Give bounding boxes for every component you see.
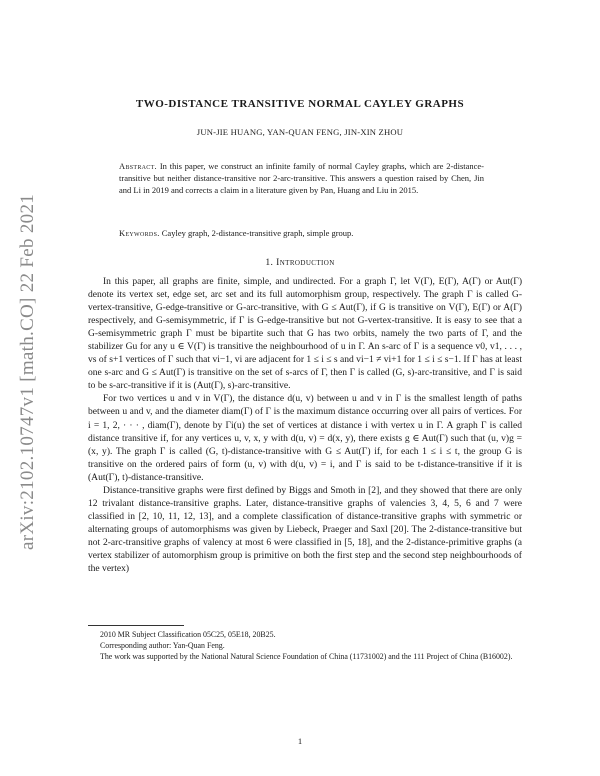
footnotes <box>88 629 522 662</box>
section-heading: 1. Introduction <box>265 257 335 268</box>
arxiv-stamp <box>8 182 48 562</box>
keywords-text: Cayley graph, 2-distance-transitive graph, simple group. <box>161 228 354 238</box>
abstract <box>119 160 484 197</box>
paragraph: For two vertices u and v in V(Γ), the distance d(u, v) between u and v in Γ is the smallest length of paths between u and v, and the diameter diam(Γ) of Γ is the maximum distance occurring over all pairs of vertices. For i = 1, 2, · · · , diam(Γ), denote by Γi(u) the set of vertices at distance i with vertex u in Γ. A graph Γ is called distance transitive if, for any vertices u, v, x, y with d(u, v) = d(x, y), there exists g ∈ Aut(Γ) such that (u, v)g = (x, y). The graph Γ is called (G, t)-distance-transitive with G ≤ Aut(Γ) if, for each 1 ≤ i ≤ t, the group G is transitive on the ordered pairs of form (u, v) with d(u, v) = i, and Γ is said to be t-distance-transitive if it is (Aut(Γ), t)-distance-transitive. <box>88 393 522 483</box>
footnote: 2010 MR Subject Classification 05C25, 05E18, 20B25. <box>100 630 276 639</box>
paper-title: TWO-DISTANCE TRANSITIVE NORMAL CAYLEY GRAPHS <box>135 98 465 110</box>
arxiv-identifier: arXiv:2102.10747v1 [math.CO] 22 Feb 2021 <box>17 193 38 551</box>
footnote-rule <box>88 625 184 626</box>
page-number: 1 <box>297 736 303 746</box>
author-list: JUN-JIE HUANG, YAN-QUAN FENG, JIN-XIN ZHOU <box>196 127 404 137</box>
abstract-text: In this paper, we construct an infinite family of normal Cayley graphs, which are 2-distance-transitive but neither distance-transitive nor 2-arc-transitive. This answers a question raised by Chen, Jin and Li in 2019 and corrects a claim in a literature given by Pan, Huang and Liu in 2015. <box>119 161 485 196</box>
paragraph: In this paper, all graphs are finite, simple, and undirected. For a graph Γ, let V(Γ), E(Γ), A(Γ) or Aut(Γ) denote its vertex set, edge set, arc set and its full automorphism group, respectively. The graph Γ is called G-vertex-transitive, G-edge-transitive or G-arc-transitive, with G ≤ Aut(Γ), if G is transitive on V(Γ), E(Γ) or A(Γ) respectively, and G-semisymmetric, if Γ is G-edge-transitive but not G-vertex-transitive. It is easy to see that a G-semisymmetric graph Γ must be bipartite such that G has two orbits, namely the two parts of Γ, and the stabilizer Gu for any u ∈ V(Γ) is transitive the neighbourhood of u in Γ. An s-arc of Γ is a sequence v0, v1, . . . , vs of s+1 vertices of Γ such that vi−1, vi are adjacent for 1 ≤ i ≤ s and vi−1 ≠ vi+1 for 1 ≤ i ≤ s−1. If Γ has at least one s-arc and G ≤ Aut(Γ) is transitive on the set of s-arcs of Γ, then Γ is called (G, s)-arc-transitive, and Γ is said to be s-arc-transitive if it is (Aut(Γ), s)-arc-transitive. <box>88 276 522 392</box>
paragraph: Distance-transitive graphs were first defined by Biggs and Smoth in [2], and they showed that there are only 12 trivalant distance-transitive graphs. Later, distance-transitive graphs of valencies 3, 4, 5, 6 and 7 were classified in [2, 10, 11, 12, 13], and a complete classification of distance-transitive graphs with symmetric or alternating groups of automorphisms was given by Liebeck, Praeger and Saxl [20]. The 2-distance-transitive but not 2-arc-transitive graphs of valency at most 6 were classified in [5, 18], and the 2-distance-primitive graphs (a vertex stabilizer of automorphism group is primitive on both the first step and the second step neighbourhoods of the vertex) <box>88 484 522 575</box>
keywords <box>119 227 484 239</box>
footnote: The work was supported by the National Natural Science Foundation of China (11731002) and the 111 Project of China (B16002). <box>100 652 513 661</box>
body-text <box>88 275 522 575</box>
keywords-label: Keywords. <box>119 228 160 238</box>
abstract-label: Abstract. <box>119 161 157 171</box>
footnote: Corresponding author: Yan-Quan Feng. <box>100 641 225 650</box>
